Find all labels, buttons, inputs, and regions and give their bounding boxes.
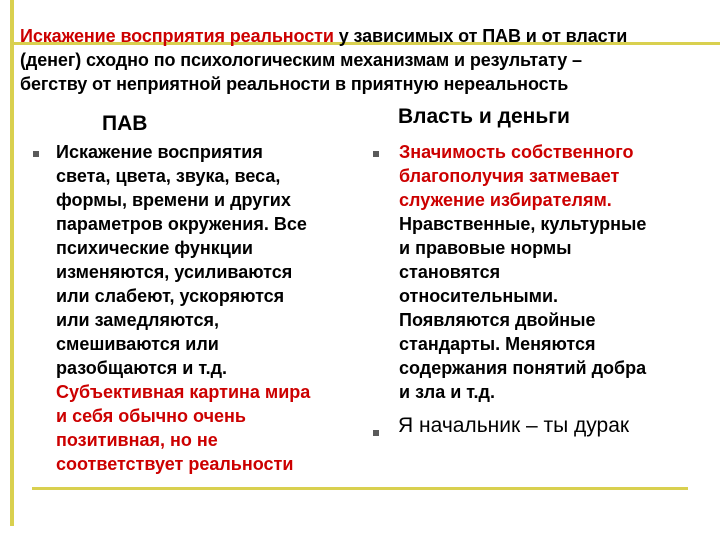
- column-heading-power-money: Власть и деньги: [398, 105, 570, 128]
- text-line-highlight: благополучия затмевает: [399, 166, 620, 186]
- slide-title: [20, 24, 720, 96]
- title-line1-rest: у зависимых от ПАВ и от власти: [333, 26, 628, 46]
- text-line: психические функции: [56, 238, 253, 258]
- text-line: содержания понятий добра: [399, 358, 647, 378]
- text-line: или слабеют, ускоряются: [56, 286, 285, 306]
- text-line: становятся: [399, 262, 501, 282]
- text-line: или замедляются,: [56, 310, 219, 330]
- decorative-bottom-line: [32, 487, 688, 490]
- text-line: параметров окружения. Все: [56, 214, 307, 234]
- text-line: Появляются двойные: [399, 310, 596, 330]
- text-line: стандарты. Меняются: [399, 334, 596, 354]
- text-line-highlight: соответствует реальности: [56, 454, 294, 474]
- text-line: и зла и т.д.: [399, 382, 495, 402]
- text-line: Нравственные, культурные: [399, 214, 647, 234]
- text-line: Искажение восприятия: [56, 142, 263, 162]
- text-line-highlight: Субъективная картина мира: [56, 382, 311, 402]
- decorative-vertical-line: [10, 0, 14, 526]
- text-line: разобщаются и т.д.: [56, 358, 227, 378]
- text-line: смешиваются или: [56, 334, 219, 354]
- bullet-square-icon: [33, 151, 39, 157]
- title-line2: (денег) сходно по психологическим механизмам и результату –: [20, 50, 582, 70]
- column-heading-pav: ПАВ: [102, 112, 148, 135]
- text-line-highlight: и себя обычно очень: [56, 406, 246, 426]
- title-highlight: Искажение восприятия реальности: [20, 26, 334, 46]
- bullet-square-icon: [373, 430, 379, 436]
- right-column-text: [399, 140, 719, 404]
- text-line-highlight: позитивная, но не: [56, 430, 218, 450]
- text-line-highlight: Значимость собственного: [399, 142, 634, 162]
- text-line-highlight: служение избирателям.: [399, 190, 612, 210]
- title-line3: бегству от неприятной реальности в приятную нереальность: [20, 74, 569, 94]
- bullet-square-icon: [373, 151, 379, 157]
- text-line: изменяются, усиливаются: [56, 262, 293, 282]
- left-column-text: [56, 140, 356, 476]
- text-line: формы, времени и других: [56, 190, 291, 210]
- text-line: относительными.: [399, 286, 559, 306]
- text-line: и правовые нормы: [399, 238, 572, 258]
- final-statement: Я начальник – ты дурак: [398, 414, 630, 437]
- text-line: света, цвета, звука, веса,: [56, 166, 281, 186]
